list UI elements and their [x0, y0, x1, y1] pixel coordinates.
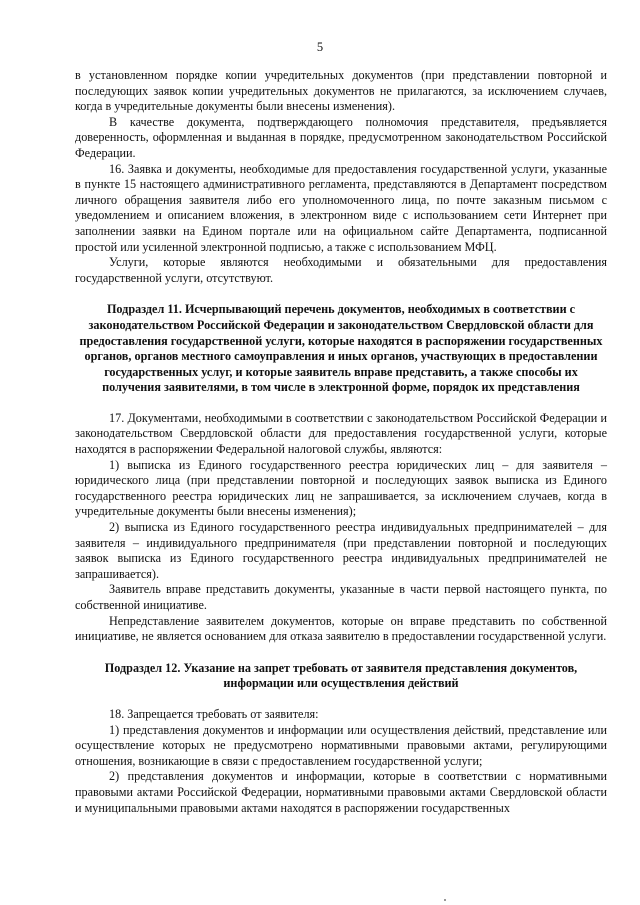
paragraph-power-of-attorney: В качестве документа, подтверждающего полномочия представителя, предъявляется доверенность, оформленная и выданная в порядке, предусмотренном законодательством Российской Федерации. — [75, 114, 607, 160]
heading-subsection-12: Подраздел 12. Указание на запрет требовать от заявителя представления документов, информации или осуществления действий — [104, 660, 578, 691]
paragraph-item-18-1: 1) представления документов и информации или осуществления действий, представление или осуществление которых не предусмотрено нормативными правовыми актами, регулирующими отношения, возникающие в связи с предоставлением государственной услуги; — [75, 722, 607, 768]
paragraph-non-submission: Непредставление заявителем документов, которые он вправе представить по собственной инициативе, не является основанием для отказа заявителю в предоставлении государственной услуги. — [75, 613, 607, 644]
paragraph-mandatory-services: Услуги, которые являются необходимыми и обязательными для предоставления государственной услуги, отсутствуют. — [75, 255, 607, 285]
paragraph-item-17-2: 2) выписка из Единого государственного реестра индивидуальных предпринимателей – для заявителя – индивидуального предпринимателя (при представлении повторной и последующих заявок выписка из Единого государственного реестра индивидуальных предпринимателей не запрашивается). — [75, 520, 607, 581]
paragraph-item-16: 16. Заявка и документы, необходимые для предоставления государственной услуги, указанные в пункте 15 настоящего административного регламента, представляются в Департамент посредством личного обращения заявителя либо его уполномоченного лица, по почте заказным письмом с уведомлением и описанием вложения, в электронном виде с использованием сети Интернет при заполнении заявки на Едином портале или на официальном сайте Департамента, подписанной простой или усиленной электронной подписью, а также с использованием МФЦ. — [75, 161, 607, 254]
paragraph-item-17: 17. Документами, необходимыми в соответствии с законодательством Российской Федерации и законодательством Свердловской области для предоставления государственной услуги, которые находятся в распоряжении Федеральной налоговой службы, являются: — [75, 410, 607, 457]
heading-subsection-11: Подраздел 11. Исчерпывающий перечень документов, необходимых в соответствии с законодательством Российской Федерации и законодательством Свердловской области для предоставления государственной услуги, которые находятся в распоряжении государственных органов, органов местного самоуправления и иных органов, участвующих в предоставлении государственных услуг, и которые заявитель вправе представить, а также способы их получения заявителями, в том числе в электронной форме, порядок их представления — [79, 302, 603, 395]
paragraph-item-18: 18. Запрещается требовать от заявителя: — [109, 706, 319, 721]
page-number: 5 — [316, 40, 324, 54]
scan-speck — [444, 899, 446, 901]
paragraph-constituent-docs: в установленном порядке копии учредительных документов (при представлении повторной и последующих заявок копии учредительных документов не прилагаются, за исключением случаев, когда в учредительные документы были внесены изменения). — [75, 68, 607, 114]
paragraph-own-initiative: Заявитель вправе представить документы, указанные в части первой настоящего пункта, по собственной инициативе. — [75, 582, 607, 612]
page-content — [75, 68, 607, 816]
paragraph-item-18-2: 2) представления документов и информации, которые в соответствии с нормативными правовыми актами Российской Федерации, нормативными правовыми актами Свердловской области и муниципальными правовыми актами находятся в распоряжении государственных — [75, 769, 607, 815]
paragraph-item-17-1: 1) выписка из Единого государственного реестра юридических лиц – для заявителя – юридического лица (при представлении повторной и последующих заявок выписка из Единого государственного реестра юридических лиц не запрашивается, за исключением случаев, когда в учредительные документы были внесены изменения); — [75, 457, 607, 519]
